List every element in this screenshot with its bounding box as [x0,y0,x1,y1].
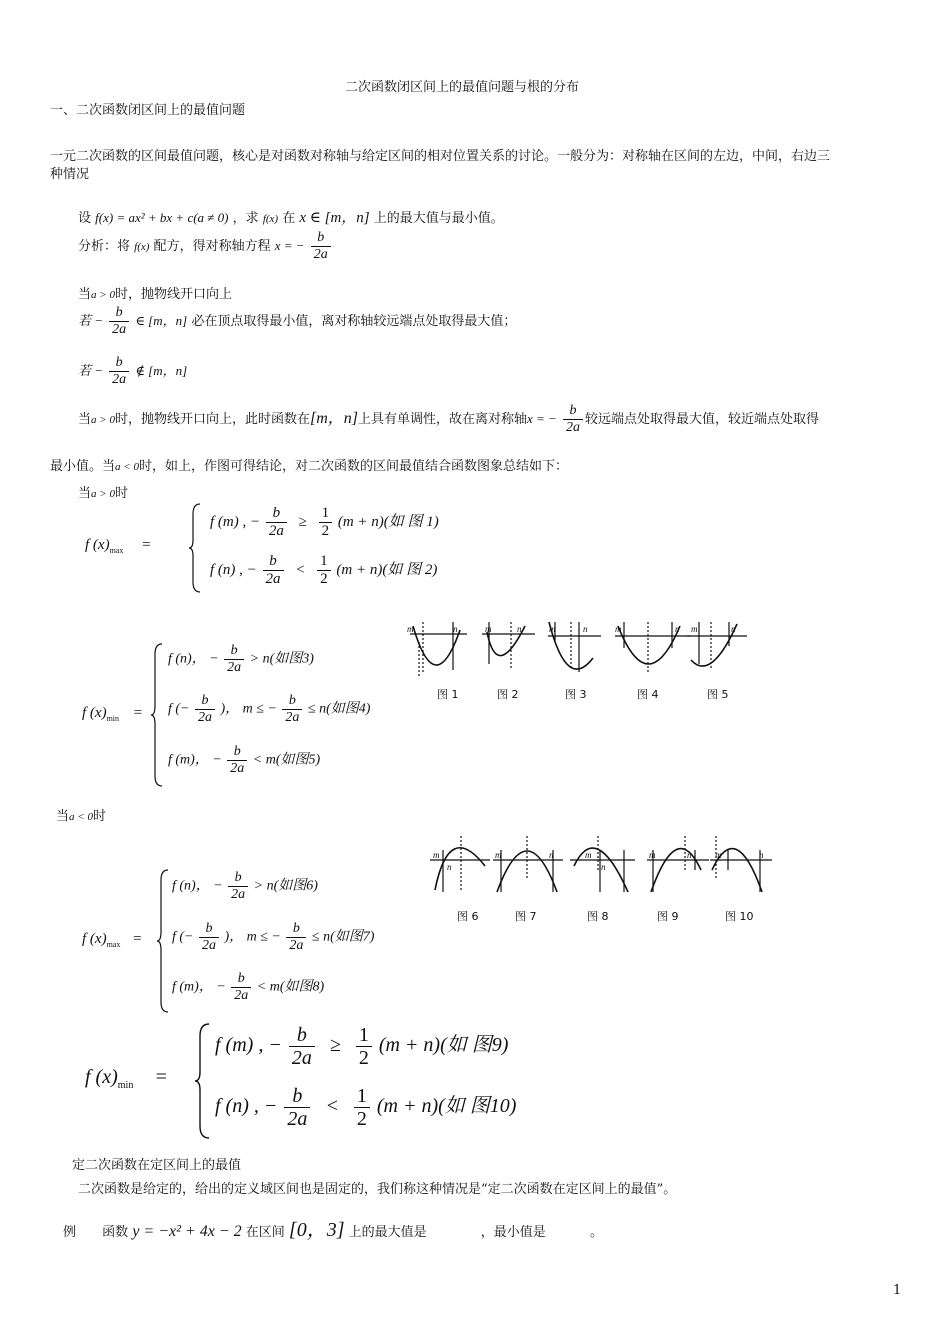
fig-label: n [447,862,452,872]
fmax-pos-row1: f (m) , − $\frac{b}{2a}$ ≥ $\frac{1}{2}$ (m + n)(如 图 1) [210,505,439,539]
fig-label: m [585,850,592,860]
fig-label: n [687,850,692,860]
figure-7 [493,836,563,892]
analysis-x: x = − [274,238,305,253]
setup-in: 在 [282,211,296,226]
fig-label: m [615,624,622,634]
section2-text: 二次函数是给定的，给出的定义域区间也是固定的，我们称这种情况是“定二次函数在定区间上的最值”。 [78,1182,677,1197]
fig-label: m [549,624,556,634]
section2-heading: 定二次函数在定区间上的最值 [72,1158,242,1173]
para2-line1: 当a > 0时，抛物线开口向上，此时函数在[m，n]上具有单调性，故在离对称轴x = − $\frac{b}{2a}$ 较远端点处取得最大值，较近端点处取得 [78,403,819,435]
para2-line2: 最小值。当a < 0时，如上，作图可得结论，对二次函数的区间最值结合函数图象总结如下： [50,459,568,474]
fmin-neg-lhs: f $(x)_{min}$ = [85,1066,168,1091]
figure-caption: 图 8 [587,910,609,923]
figures-upward [405,612,755,702]
if1-line: 若 − $\frac{b}{2a}$ ∈ [m，n] 必在顶点取得最小值，离对称轴较远端点处取得最大值； [78,305,517,337]
fig-label: n [601,862,606,872]
setup-domain: x ∈ [m，n] [299,210,370,226]
fmax-neg-row1: f (n)， − $\frac{b}{2a}$ > n(如图6) [172,870,318,902]
setup-func: f(x) = ax² + bx + c(a ≠ 0) [95,210,229,225]
figure-6 [430,836,490,892]
fmax-neg-row2: f (− $\frac{b}{2a}$ )， m ≤ − $\frac{b}{2a}$ ≤ n(如图7) [172,921,375,953]
figure-caption: 图 1 [437,688,459,701]
figure-caption: 图 6 [457,910,479,923]
fraction-b-2a: $\frac{b}{2a}$ [109,305,129,338]
fig-label: n [583,624,588,634]
setup-mid: ，求 [232,211,259,226]
figures-downward [425,830,775,925]
figure-caption: 图 4 [637,688,659,701]
setup-suffix: 上的最大值与最小值。 [373,211,504,226]
case-neg-heading: 当a < 0时 [56,809,106,824]
figure-caption: 图 10 [725,910,754,923]
fmax-pos-row2: f (n) , − $\frac{b}{2a}$ < $\frac{1}{2}$ (m + n)(如 图 2) [210,553,438,587]
fmax-pos-lhs: f $(x)_{max}$ = [85,537,152,555]
figure-3 [548,622,601,672]
fig-label: m [407,624,414,634]
fig-label: m [715,850,722,860]
setup-line [78,206,504,227]
analysis-fx: f(x) [134,241,150,253]
figure-caption: 图 5 [707,688,729,701]
left-brace [156,868,170,1014]
left-brace [188,502,202,594]
fig-label: n [731,624,736,634]
case-pos-heading: 当a > 0时 [78,486,128,501]
if2-line: 若 − $\frac{b}{2a}$ ∉ [m，n] [78,355,188,387]
fig-label: m [485,624,492,634]
fmin-pos-row2: f (− $\frac{b}{2a}$ )， m ≤ − $\frac{b}{2a}$ ≤ n(如图4) [168,693,371,725]
case-a-pos: 当a > 0时，抛物线开口向上 [78,287,232,302]
fig-label: m [691,624,698,634]
fig-label: n [517,624,522,634]
fig-label: n [759,850,764,860]
page-number: 1 [893,1283,902,1298]
figure-1 [410,622,467,676]
figure-caption: 图 2 [497,688,519,701]
fmin-pos-row1: f (n)， − $\frac{b}{2a}$ > n(如图3) [168,643,314,675]
left-brace [150,642,164,788]
fmin-pos-row3: f (m)， − $\frac{b}{2a}$ < m(如图5) [168,744,321,776]
fraction-b-2a: $\frac{b}{2a}$ [109,355,129,388]
intro-line2: 种情况 [50,167,90,182]
analysis-prefix: 分析：将 [78,239,131,254]
fmin-neg-row1: f (m) , − $\frac{b}{2a}$ ≥ $\frac{1}{2}$ (m + n)(如 图9) [215,1024,509,1069]
example-line: 例 函数 y = −x² + 4x − 2 在区间 [0，3] 上的最大值是 ，最小值是 。 [63,1219,603,1241]
fig-label: m [433,850,440,860]
fig-label: m [495,850,502,860]
page-title: 二次函数闭区间上的最值问题与根的分布 [345,80,580,95]
fmax-neg-row3: f (m)， − $\frac{b}{2a}$ < m(如图8) [172,971,325,1003]
intro-line1: 一元二次函数的区间最值问题，核心是对函数对称轴与给定区间的相对位置关系的讨论。一般分为：对称轴在区间的左边，中间，右边三 [50,149,831,164]
fmin-neg-row2: f (n) , − $\frac{b}{2a}$ < $\frac{1}{2}$ (m + n)(如 图10) [215,1085,517,1130]
left-brace [194,1022,212,1140]
fmin-pos-lhs: f $(x)_{min}$ = [82,705,143,723]
fig-label: n [675,624,680,634]
figure-9 [647,836,709,892]
section1-heading: 一、二次函数闭区间上的最值问题 [50,103,246,118]
figure-caption: 图 3 [565,688,587,701]
figure-caption: 图 7 [515,910,537,923]
fig-label: n [549,850,554,860]
analysis-line [78,230,333,263]
setup-fx: f(x) [262,213,279,225]
figure-10 [710,836,772,892]
fraction-b-2a: $\frac{b}{2a}$ [311,230,331,263]
fig-label: m [649,850,656,860]
fig-label: n [453,624,458,634]
fmax-neg-lhs: f $(x)_{max}$ = [82,931,143,949]
setup-prefix: 设 [78,211,92,226]
analysis-mid: 配方，得对称轴方程 [153,239,271,254]
fraction-b-2a: $\frac{b}{2a}$ [563,403,583,436]
figure-caption: 图 9 [657,910,679,923]
